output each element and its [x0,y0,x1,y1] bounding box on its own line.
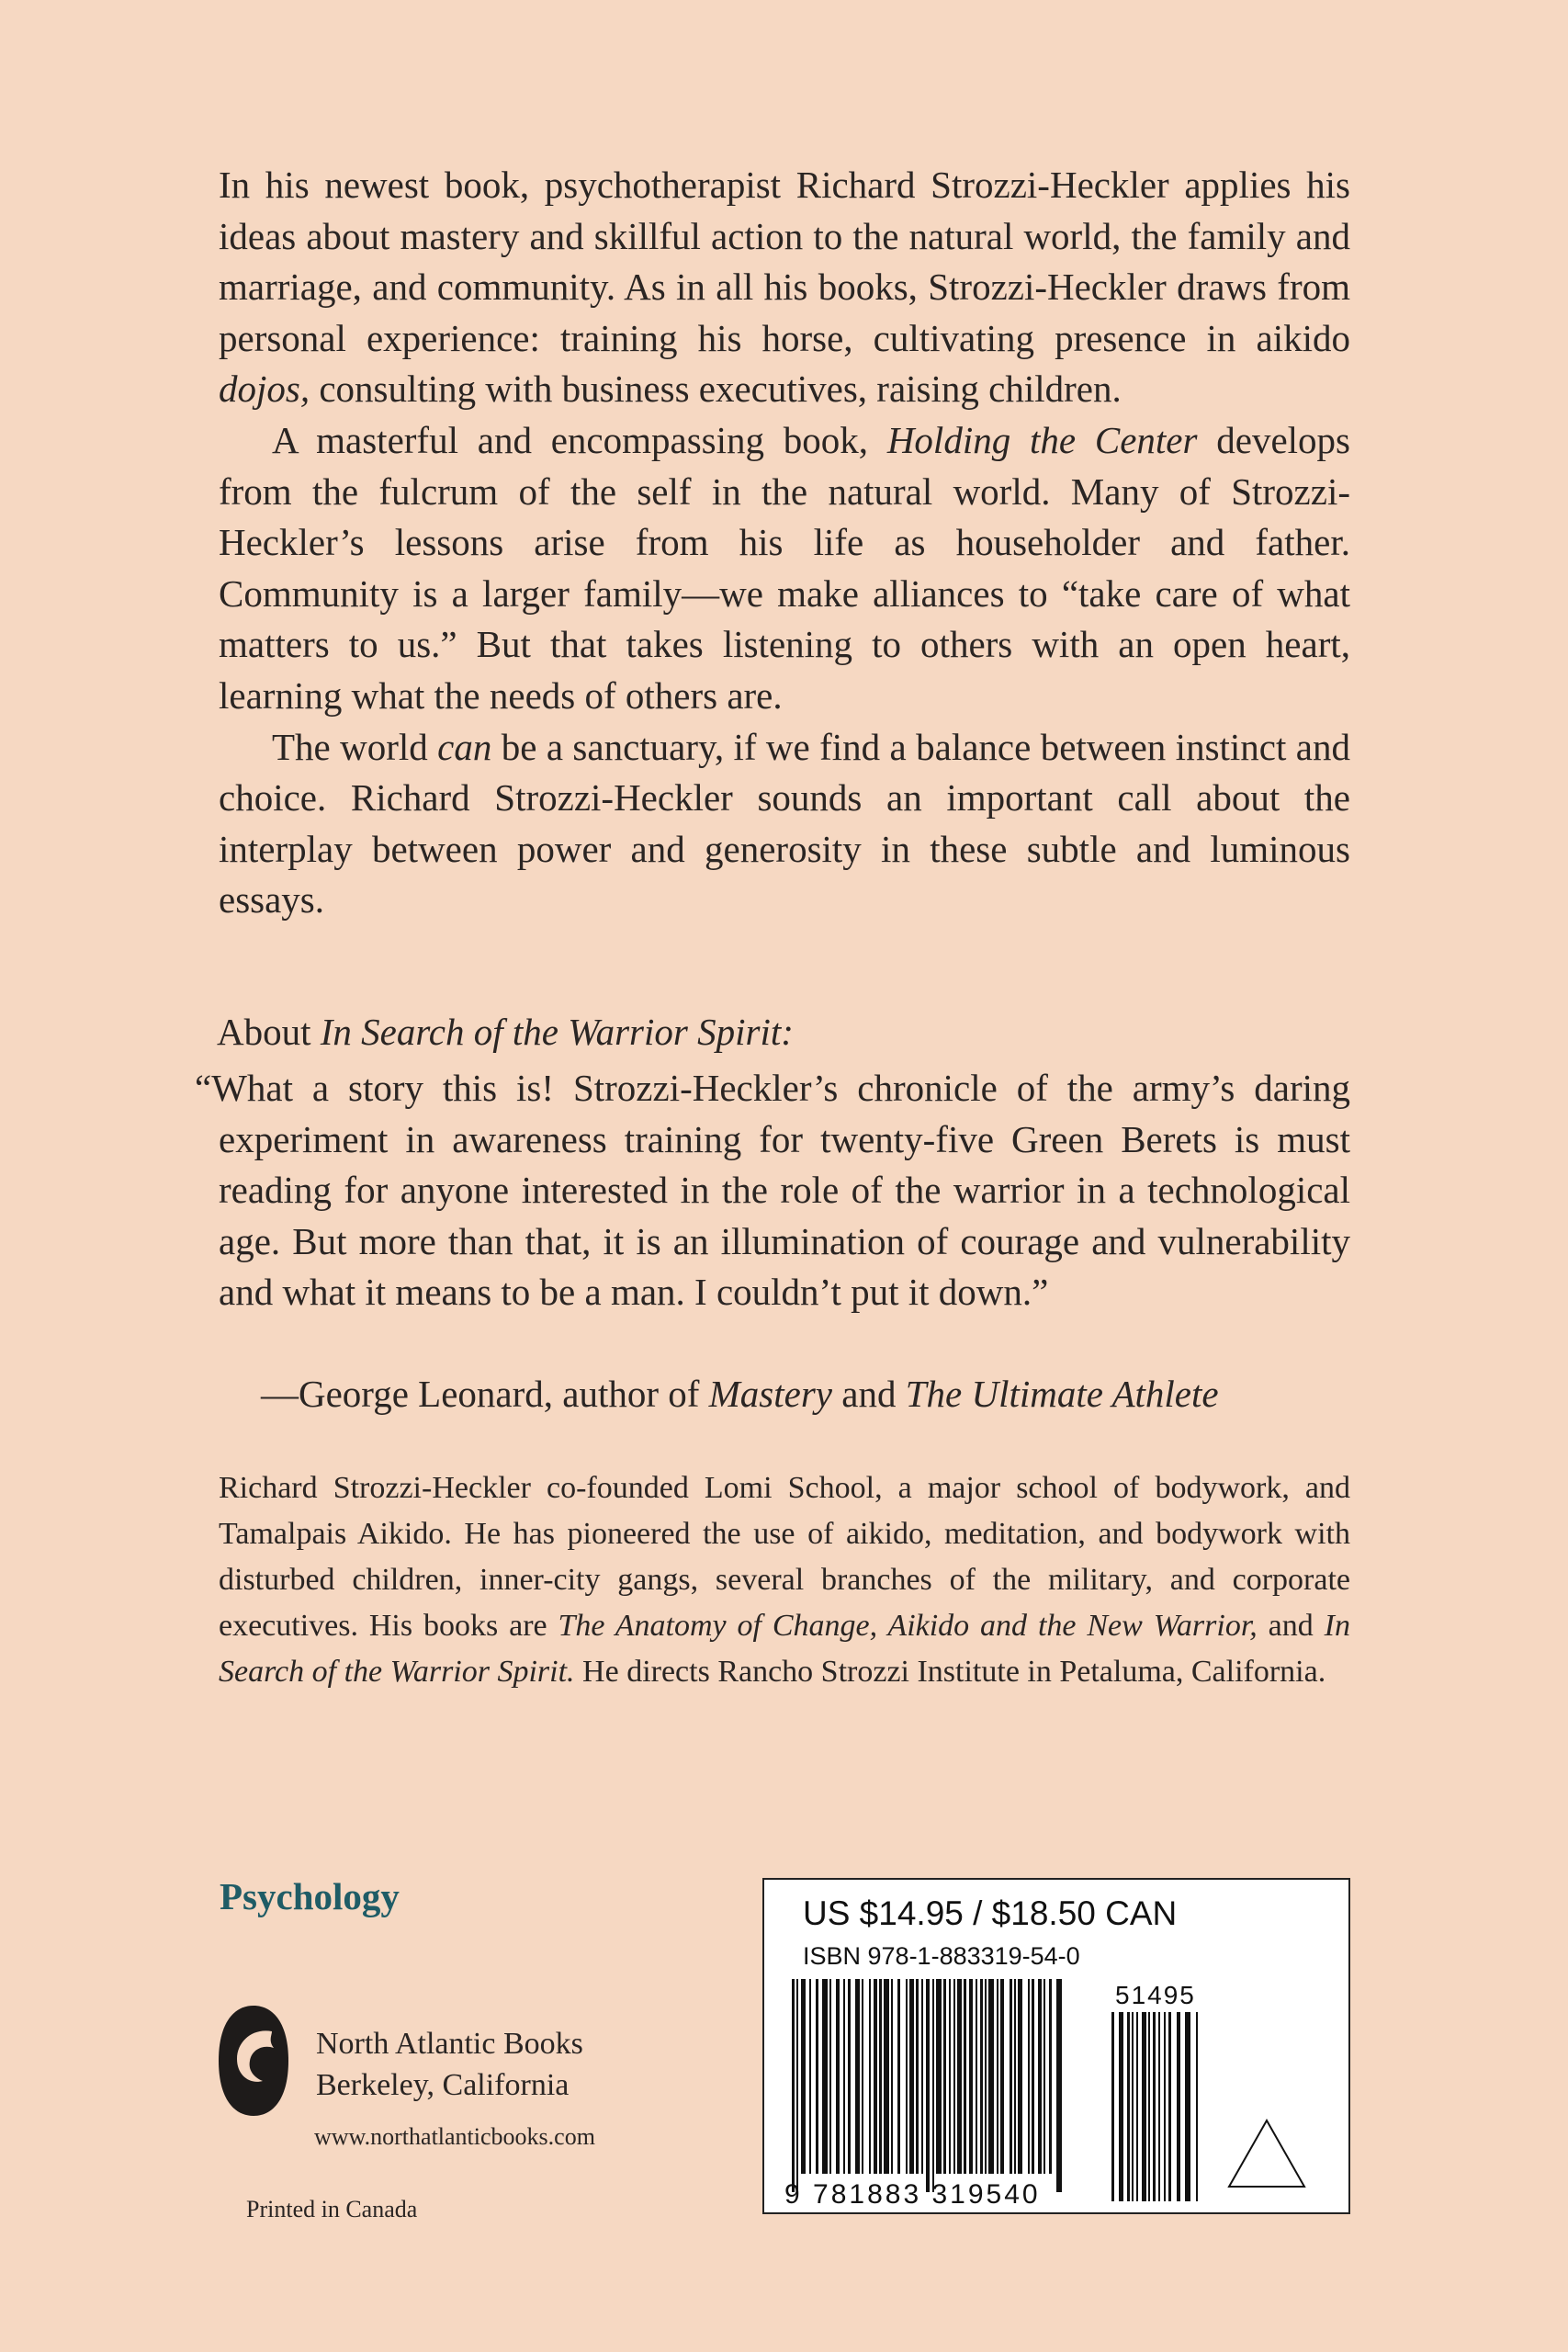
barcode-bar [1010,1979,1012,2174]
barcode-bar [1000,1979,1004,2174]
barcode-bar [969,1979,973,2174]
barcode-bar [796,1979,798,2192]
bio-text-2: and [1257,1609,1325,1643]
barcode-addon-bar [1142,2012,1146,2201]
book-title-holding-the-center: Holding the Center [886,418,1198,461]
barcode-addon-bar [1111,2012,1114,2201]
barcode-bar [843,1979,845,2174]
endorsement-quote-text: “What a story this is! Strozzi-Heckler’s chronicle of the army’s daring experiment in awareness training for twenty-five Green Berets is must reading for anyone interested in the role of the warrior in a technological age. But more than that, it is an illumination of courage and vulnerability and what it means to be a man. I couldn’t put it down.” [195,1067,1350,1314]
attribution-prefix: —George Leonard, author of [261,1373,709,1415]
barcode-addon-bar [1158,2012,1160,2201]
barcode-bar [1038,1979,1042,2174]
about-heading-prefix: About [217,1011,321,1053]
barcode-addon-code: 51495 [1115,1981,1196,2009]
barcode-bar [1032,1979,1034,2174]
barcode-bar [879,1979,882,2174]
about-heading [217,1007,794,1057]
barcode-bar [936,1979,942,2174]
barcode-bar [988,1979,994,2174]
about-heading-title: In Search of the Warrior Spirit: [320,1011,794,1053]
barcode-bar [884,1979,889,2174]
printed-in: Printed in Canada [246,2196,418,2222]
barcode-bar [921,1979,923,2174]
barcode-bar [829,1979,831,2174]
endorsement-quote [195,1063,1350,1318]
barcode-bar [792,1979,795,2192]
category-label: Psychology [220,1875,400,1917]
barcode-ean-digits: 9 781883 319540 [784,2179,1041,2210]
term-dojos: dojos, [219,368,310,411]
barcode-addon-bar [1177,2012,1180,2201]
description-paragraph-3: The world can be a sanctuary, if we find a balance between instinct and choice. Richard Strozzi-Heckler sounds an important call about the interplay between power and generosity in these subtle and luminous essays. [219,725,1350,922]
barcode-bar [926,1979,930,2192]
barcode-bar [822,1979,828,2174]
barcode-bar [855,1979,860,2174]
isbn-label: ISBN 978-1-883319-54-0 [803,1942,1080,1970]
barcode-bar [869,1979,871,2174]
author-bio [219,1465,1350,1695]
barcode-bar [916,1979,919,2174]
attribution-book-1: Mastery [708,1373,833,1415]
barcode-bar [862,1979,863,2174]
barcode [784,1979,1332,2209]
barcode-addon-bar [1127,2012,1130,2201]
barcode-bar [949,1979,951,2174]
barcode-bar [943,1979,946,2174]
barcode-bar [1056,1979,1062,2192]
bio-book-1: The Anatomy of Change, Aikido and the New Warrior, [558,1609,1258,1643]
barcode-bar [1049,1979,1052,2174]
bio-book-2: In Search of the Warrior Spirit. [219,1609,1350,1689]
publisher-name: North Atlantic Books [316,2027,583,2061]
barcode-bar [1018,1979,1022,2174]
barcode-bar [836,1979,840,2174]
triangle-icon [1225,2117,1308,2190]
description-paragraph-1: In his newest book, psychotherapist Richard Strozzi-Heckler applies his ideas about mastery and skillful action to the natural world, the family and marriage, and community. As in all his books, Strozzi-Heckler draws from personal experience: training his horse, cultivating presence in aikido dojos, consulting with business executives, raising children. [219,164,1350,411]
barcode-addon-bar [1196,2012,1198,2201]
barcode-bar [848,1979,851,2174]
wave-logo-icon [217,2004,290,2119]
barcode-addon-bar [1164,2012,1166,2201]
publisher-info [316,2023,583,2106]
barcode-bar [891,1979,893,2174]
publisher-location: Berkeley, California [316,2068,570,2102]
barcode-bar [909,1979,914,2174]
barcode-bar [964,1979,966,2174]
barcode-bar [957,1979,962,2174]
barcode-addon-bar [1119,2012,1123,2201]
barcode-bar [932,1979,934,2192]
barcode-bar [980,1979,983,2174]
barcode-bar [809,1979,811,2174]
barcode-addon-bar [1136,2012,1138,2201]
barcode-bar [953,1979,955,2174]
barcode-bar [997,1979,998,2174]
barcode-addon-bar [1168,2012,1171,2201]
barcode-bar [985,1979,987,2174]
barcode-bar [801,1979,806,2174]
barcode-bar [897,1979,900,2174]
publisher-website[interactable]: www.northatlanticbooks.com [314,2123,595,2150]
endorsement-attribution [261,1369,1219,1419]
barcode-addon-bar [1148,2012,1150,2201]
barcode-bar [976,1979,977,2174]
emphasis-can: can [437,725,492,768]
barcode-addon-bar [1132,2012,1134,2201]
barcode-bar [874,1979,877,2174]
author-bio-text [219,1465,1350,1695]
description-paragraph-2: A masterful and encompassing book, Holding the Center develops from the fulcrum of the self in the natural world. Many of Strozzi-Heckler’s lessons arise from his life as householder and father. Community is a larger family—we make alliances to “take care of what matters to us.” But that takes listening to others with an open heart, learning what the needs of others are. [219,418,1350,717]
bio-text-1: Richard Strozzi-Heckler co-founded Lomi School, a major school of bodywork, and Tamalpais Aikido. He has pioneered the use of aikido, meditation, and bodywork with disturbed children, inner-city gangs, several branches of the military, and corporate executives. His books are [219,1471,1350,1643]
barcode-addon-bar [1153,2012,1156,2201]
barcode-box [762,1878,1350,2214]
description [219,160,1350,926]
barcode-bar [1014,1979,1016,2174]
attribution-and: and [832,1373,906,1415]
barcode-bar [1028,1979,1030,2174]
barcode-bar [816,1979,818,2174]
barcode-bar [906,1979,908,2174]
bio-text-3: He directs Rancho Strozzi Institute in Petaluma, California. [574,1655,1326,1689]
barcode-bar [1043,1979,1045,2174]
price-label: US $14.95 / $18.50 CAN [803,1894,1178,1932]
barcode-addon-bar [1185,2012,1190,2201]
attribution-book-2: The Ultimate Athlete [905,1373,1219,1415]
